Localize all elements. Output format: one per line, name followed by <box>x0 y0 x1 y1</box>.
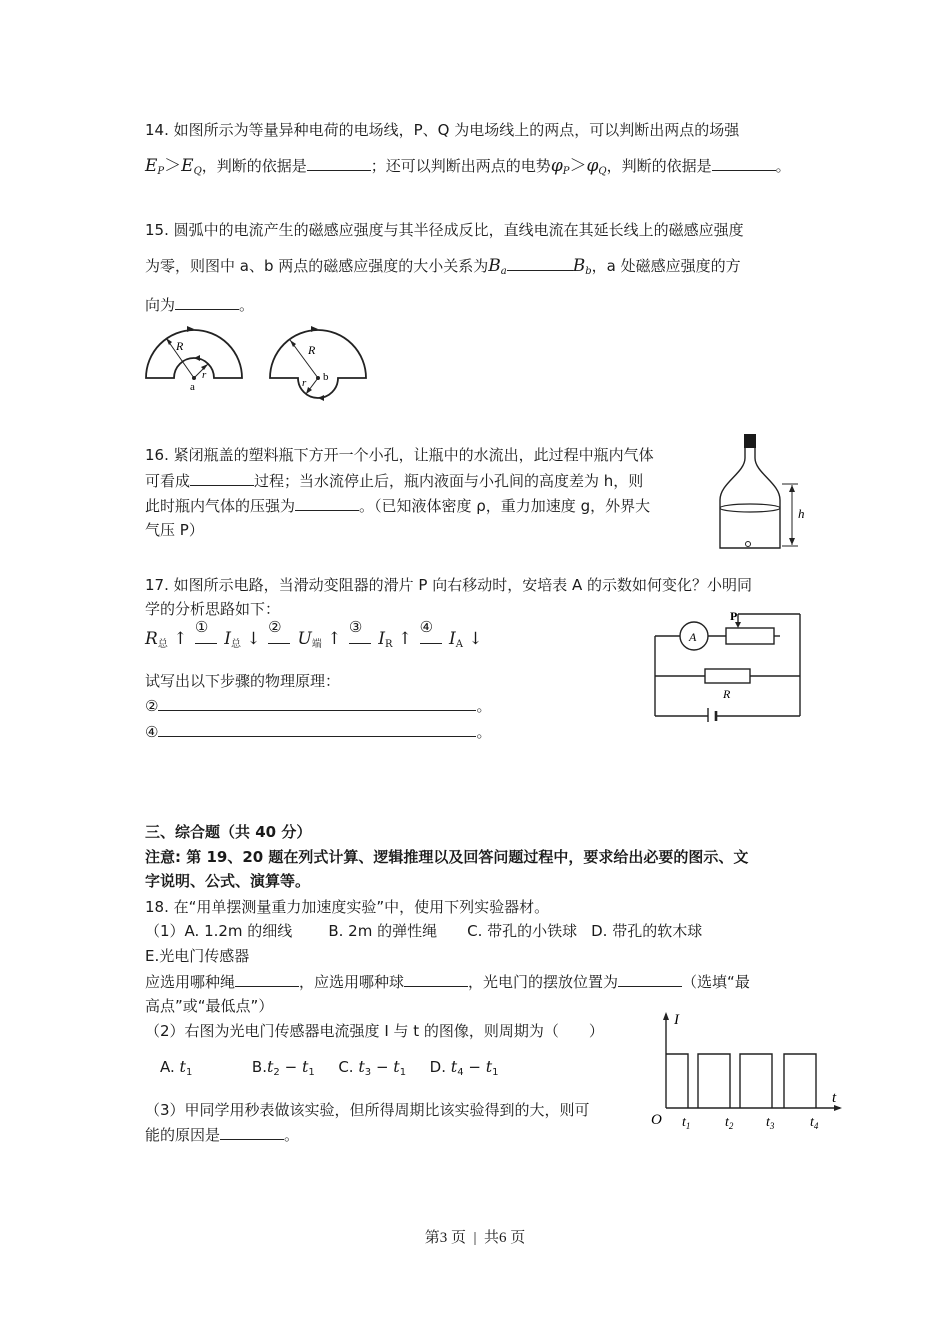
q14-line2: $E_P>E_Q$，判断的依据是 ；还可以判断出两点的电势$\varphi_P>\varphi_Q$，判断的依据是 。 <box>145 156 791 177</box>
q18-part3-line2: 能的原因是 。 <box>145 1123 299 1146</box>
q16-line4: 气压 P） <box>145 521 204 539</box>
q14-phiq: $\varphi_Q$ <box>586 156 607 177</box>
q18-option-c[interactable]: C. $t_3 - t_1$ <box>338 1057 407 1078</box>
q16-blank2[interactable] <box>295 494 359 511</box>
q14-phip: $\varphi_P$ <box>550 156 570 177</box>
q15-line1: 15. 圆弧中的电流产生的磁感应强度与其半径成反比，直线电流在其延长线上的磁感应强度 <box>145 221 744 239</box>
q17-step4: ④ 。 <box>145 720 491 743</box>
q17-line1: 17. 如图所示电路，当滑动变阻器的滑片 P 向右移动时，安培表 A 的示数如何变化？小明同 <box>145 576 753 594</box>
section3-note1: 注意: 第 19、20 题在列式计算、逻辑推理以及回答问题过程中，要求给出必要的图示、文 <box>145 848 749 866</box>
q15-figure <box>142 322 377 410</box>
q17-fig-P: P <box>730 609 738 623</box>
q17-line2: 学的分析思路如下： <box>145 600 281 618</box>
q16-blank1[interactable] <box>190 469 254 486</box>
graph-origin: O <box>651 1112 662 1128</box>
q17-prompt: 试写出以下步骤的物理原理： <box>145 672 341 690</box>
q18-part2: （2）右图为光电门传感器电流强度 I 与 t 的图像，则周期为（ ） <box>145 1022 604 1040</box>
bottle-cap <box>744 434 756 448</box>
graph-label-I: I <box>674 1012 679 1028</box>
q17-blank-step2[interactable] <box>158 694 476 711</box>
q15-blank2[interactable] <box>175 293 239 310</box>
graph-tick-t4: $t_4$ <box>810 1115 819 1131</box>
q14-line1: 14. 如图所示为等量异种电荷的电场线，P、Q 为电场线上的两点，可以判断出两点的场强 <box>145 121 740 139</box>
q18-current-time-graph <box>648 1008 848 1136</box>
q15-fig-a: a <box>190 381 195 393</box>
q18-option-a[interactable]: A. $t_1$ <box>160 1057 193 1078</box>
graph-label-t: t <box>832 1090 837 1106</box>
q14-ep: $E_P$ <box>145 156 165 177</box>
q18-blank-position[interactable] <box>618 970 682 987</box>
q15-fig-R2: R <box>308 343 316 357</box>
page-footer: 第3 页 | 共6 页 <box>424 1230 526 1246</box>
q16-bottle-figure <box>712 428 822 556</box>
q18-ask: 应选用哪种绳 ，应选用哪种球 ，光电门的摆放位置为 （选填“最 <box>145 970 750 993</box>
q18-option-b[interactable]: $B.t_2 - t_1$ <box>251 1057 315 1078</box>
q18-option-e: E.光电门传感器 <box>145 947 250 965</box>
q18-blank-ball[interactable] <box>404 970 468 987</box>
q14-blank1[interactable] <box>307 154 371 171</box>
section3-title: 三、综合题（共 40 分） <box>145 823 312 841</box>
q16-line3: 此时瓶内气体的压强为 。（已知液体密度 ρ，重力加速度 g，外界大 <box>145 494 650 517</box>
q17-analysis-chain: $R_总$ ↑ ① $I_总$ ↓ ② $U_端$ ↑ ③ $I_R$ ↑ ④ $I_A$ ↓ <box>145 618 483 650</box>
section3-note2: 字说明、公式、演算等。 <box>145 872 311 890</box>
q15-ba: $B_a$ <box>488 256 507 277</box>
q15-blank1[interactable] <box>507 254 573 271</box>
q18-line1: 18. 在“用单摆测量重力加速度实验”中，使用下列实验器材。 <box>145 898 550 916</box>
q17-fig-ammeter: A <box>689 630 697 644</box>
q17-circuit-figure <box>650 606 805 722</box>
q18-blank-reason[interactable] <box>220 1123 284 1140</box>
q18-ask-cont: 高点”或“最低点”） <box>145 997 274 1015</box>
q15-fig-r2: r <box>302 377 307 389</box>
q15-line3: 向为 。 <box>145 293 254 316</box>
q16-line2: 可看成 过程；当水流停止后，瓶内液面与小孔间的高度差为 h，则 <box>145 469 643 492</box>
q15-fig-b: b <box>323 371 329 383</box>
q15-line2: 为零，则图中 a、b 两点的磁感应强度的大小关系为$B_a$ $B_b$，a 处磁感应强度的方 <box>145 256 741 277</box>
q18-blank-rope[interactable] <box>235 970 299 987</box>
q16-line1: 16. 紧闭瓶盖的塑料瓶下方开一个小孔，让瓶中的水流出，此过程中瓶内气体 <box>145 446 654 464</box>
q15-fig-r1: r <box>202 369 207 381</box>
q17-blank-step4[interactable] <box>158 720 476 737</box>
q14-blank2[interactable] <box>712 154 776 171</box>
graph-tick-t1: $t_1$ <box>682 1115 691 1131</box>
q18-option-d[interactable]: D. $t_4 - t_1$ <box>429 1057 499 1078</box>
q17-step2: ② 。 <box>145 694 491 717</box>
q18-part3-line1: （3）甲同学用秒表做该实验，但所得周期比该实验得到的大，则可 <box>145 1101 590 1119</box>
q18-options: （1）A. 1.2m 的细线 B. 2m 的弹性绳 C. 带孔的小铁球 D. 带孔的软木球 <box>145 922 703 940</box>
q15-bb: $B_b$ <box>572 256 592 277</box>
q17-fig-R: R <box>723 687 731 701</box>
q18-period-options <box>160 1056 499 1084</box>
q16-fig-h: h <box>798 506 805 521</box>
q14-eq: $E_Q$ <box>181 156 202 177</box>
graph-tick-t3: $t_3$ <box>766 1115 775 1131</box>
q15-fig-R1: R <box>176 339 184 353</box>
graph-tick-t2: $t_2$ <box>725 1115 734 1131</box>
